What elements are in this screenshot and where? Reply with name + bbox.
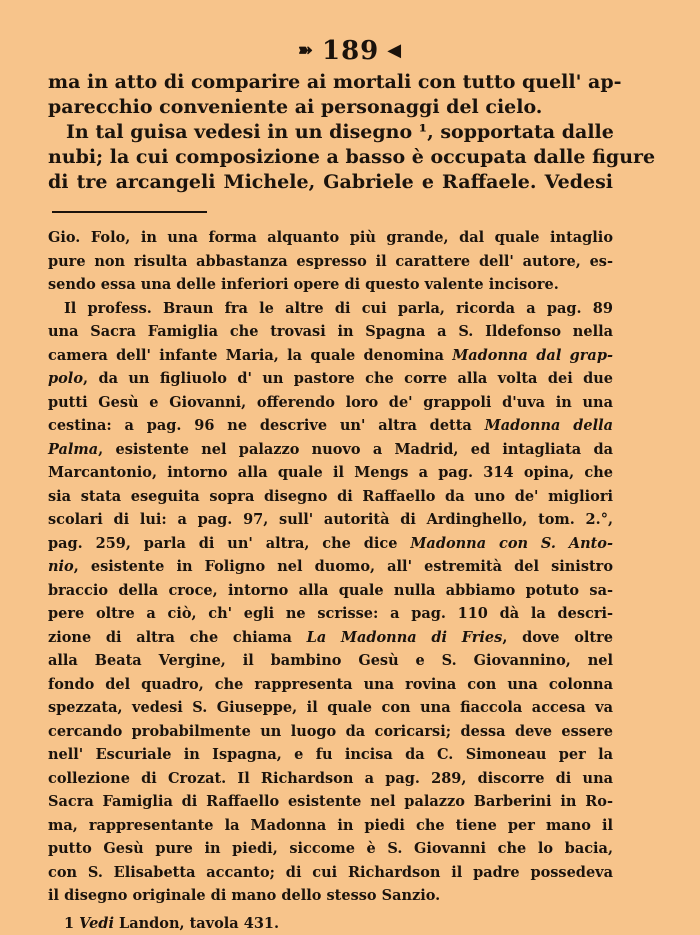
note-text: sia stata eseguita sopra disegno di Raffaello da uno de' migliori — [48, 488, 613, 505]
note-italic-title: Madonna dal grap- — [452, 347, 613, 364]
note-line — [48, 579, 613, 603]
note-italic-title: nio — [48, 558, 74, 575]
note-line — [48, 767, 613, 791]
note-line — [48, 555, 613, 579]
note-text: nell' Escuriale in Ispagna, e fu incisa da C. Simoneau per la — [48, 746, 613, 763]
note-line — [48, 861, 613, 885]
note-text: , da un figliuolo d' un pastore che corre alla volta dei due — [83, 370, 613, 387]
note-line: sendo essa una delle inferiori opere di questo valente incisore. — [48, 273, 613, 297]
note-text: Il profess. Braun fra le altre di cui parla, ricorda a pag. 89 — [64, 300, 613, 317]
ornament-right-icon: ◀ — [387, 40, 402, 61]
note-line — [48, 720, 613, 744]
note-line — [48, 814, 613, 838]
note-line — [48, 743, 613, 767]
note-line — [48, 508, 613, 532]
note-line: pure non risulta abbastanza espresso il carattere dell' autore, es- — [48, 250, 613, 274]
note-text: Marcantonio, intorno alla quale il Mengs a pag. 314 opina, che — [48, 464, 613, 481]
note-text: pere oltre a ciò, ch' egli ne scrisse: a pag. 110 dà la descri- — [48, 605, 613, 622]
note-line — [48, 391, 613, 415]
note-italic-title: polo — [48, 370, 83, 387]
note-text: cercando probabilmente un luogo da coricarsi; dessa deve essere — [48, 723, 613, 740]
note-text: spezzata, vedesi S. Giuseppe, il quale con una fiaccola accesa va — [48, 699, 613, 716]
note-text: il disegno originale di mano dello stesso Sanzio. — [48, 887, 440, 904]
footnote-text: Landon, tavola 431. — [114, 915, 279, 932]
notes-paragraph-braun — [48, 297, 613, 908]
note-text: , esistente nel palazzo nuovo a Madrid, ed intagliata da — [98, 441, 613, 458]
main-line: In tal guisa vedesi in un disegno ¹, sopportata dalle — [48, 120, 613, 145]
note-line — [48, 837, 613, 861]
note-italic-title: Madonna della — [485, 417, 613, 434]
note-line — [48, 320, 613, 344]
note-text: camera dell' infante Maria, la quale denomina — [48, 347, 452, 364]
footnote — [48, 912, 613, 935]
note-text: braccio della croce, intorno alla quale nulla abbiamo potuto sa- — [48, 582, 613, 599]
footnote-separator-rule — [52, 211, 207, 213]
note-line — [48, 344, 613, 368]
note-line — [48, 602, 613, 626]
note-line — [48, 485, 613, 509]
note-line — [48, 438, 613, 462]
note-text: ma, rappresentante la Madonna in piedi che tiene per mano il — [48, 817, 613, 834]
ornament-left-icon: ➽ — [298, 40, 314, 61]
note-text: zione di altra che chiama — [48, 629, 307, 646]
main-line: parecchio conveniente ai personaggi del cielo. — [48, 95, 613, 120]
note-line — [48, 790, 613, 814]
note-italic-title: La Madonna di Fries — [307, 629, 503, 646]
note-line — [48, 461, 613, 485]
note-line — [48, 414, 613, 438]
note-text: fondo del quadro, che rappresenta una rovina con una colonna — [48, 676, 613, 693]
note-line — [48, 367, 613, 391]
note-line — [48, 626, 613, 650]
note-text: cestina: a pag. 96 ne descrive un' altra detta — [48, 417, 485, 434]
note-text: putto Gesù pure in piedi, siccome è S. Giovanni che lo bacia, — [48, 840, 613, 857]
note-text: pag. 259, parla di un' altra, che dice — [48, 535, 410, 552]
notes-section — [48, 226, 613, 935]
main-line: nubi; la cui composizione a basso è occupata dalle figure — [48, 145, 613, 170]
note-text: Sacra Famiglia di Raffaello esistente nel palazzo Barberini in Ro- — [48, 793, 613, 810]
note-text: collezione di Crozat. Il Richardson a pag. 289, discorre di una — [48, 770, 613, 787]
note-text: scolari di lui: a pag. 97, sull' autorità di Ardinghello, tom. 2.°, — [48, 511, 613, 528]
note-line — [48, 884, 613, 908]
note-text: una Sacra Famiglia che trovasi in Spagna a S. Ildefonso nella — [48, 323, 613, 340]
page-number: 189 — [322, 36, 379, 66]
note-line — [48, 649, 613, 673]
main-line: ma in atto di comparire ai mortali con tutto quell' ap- — [48, 70, 613, 95]
note-italic-title: Madonna con S. Anto- — [410, 535, 613, 552]
running-head — [0, 36, 700, 66]
note-line: Gio. Folo, in una forma alquanto più grande, dal quale intaglio — [48, 226, 613, 250]
note-line — [48, 532, 613, 556]
note-text: alla Beata Vergine, il bambino Gesù e S. Giovannino, nel — [48, 652, 613, 669]
note-line — [48, 297, 613, 321]
note-text: putti Gesù e Giovanni, offerendo loro de' grappoli d'uva in una — [48, 394, 613, 411]
note-text: , esistente in Foligno nel duomo, all' estremità del sinistro — [74, 558, 613, 575]
footnote-mark: 1 — [64, 915, 74, 932]
note-line — [48, 673, 613, 697]
note-line — [48, 696, 613, 720]
main-line: di tre arcangeli Michele, Gabriele e Raffaele. Vedesi — [48, 170, 613, 195]
main-text — [48, 70, 613, 195]
footnote-italic: Vedi — [79, 915, 114, 932]
note-text: , dove oltre — [502, 629, 613, 646]
note-italic-title: Palma — [48, 441, 98, 458]
note-text: con S. Elisabetta accanto; di cui Richardson il padre possedeva — [48, 864, 613, 881]
